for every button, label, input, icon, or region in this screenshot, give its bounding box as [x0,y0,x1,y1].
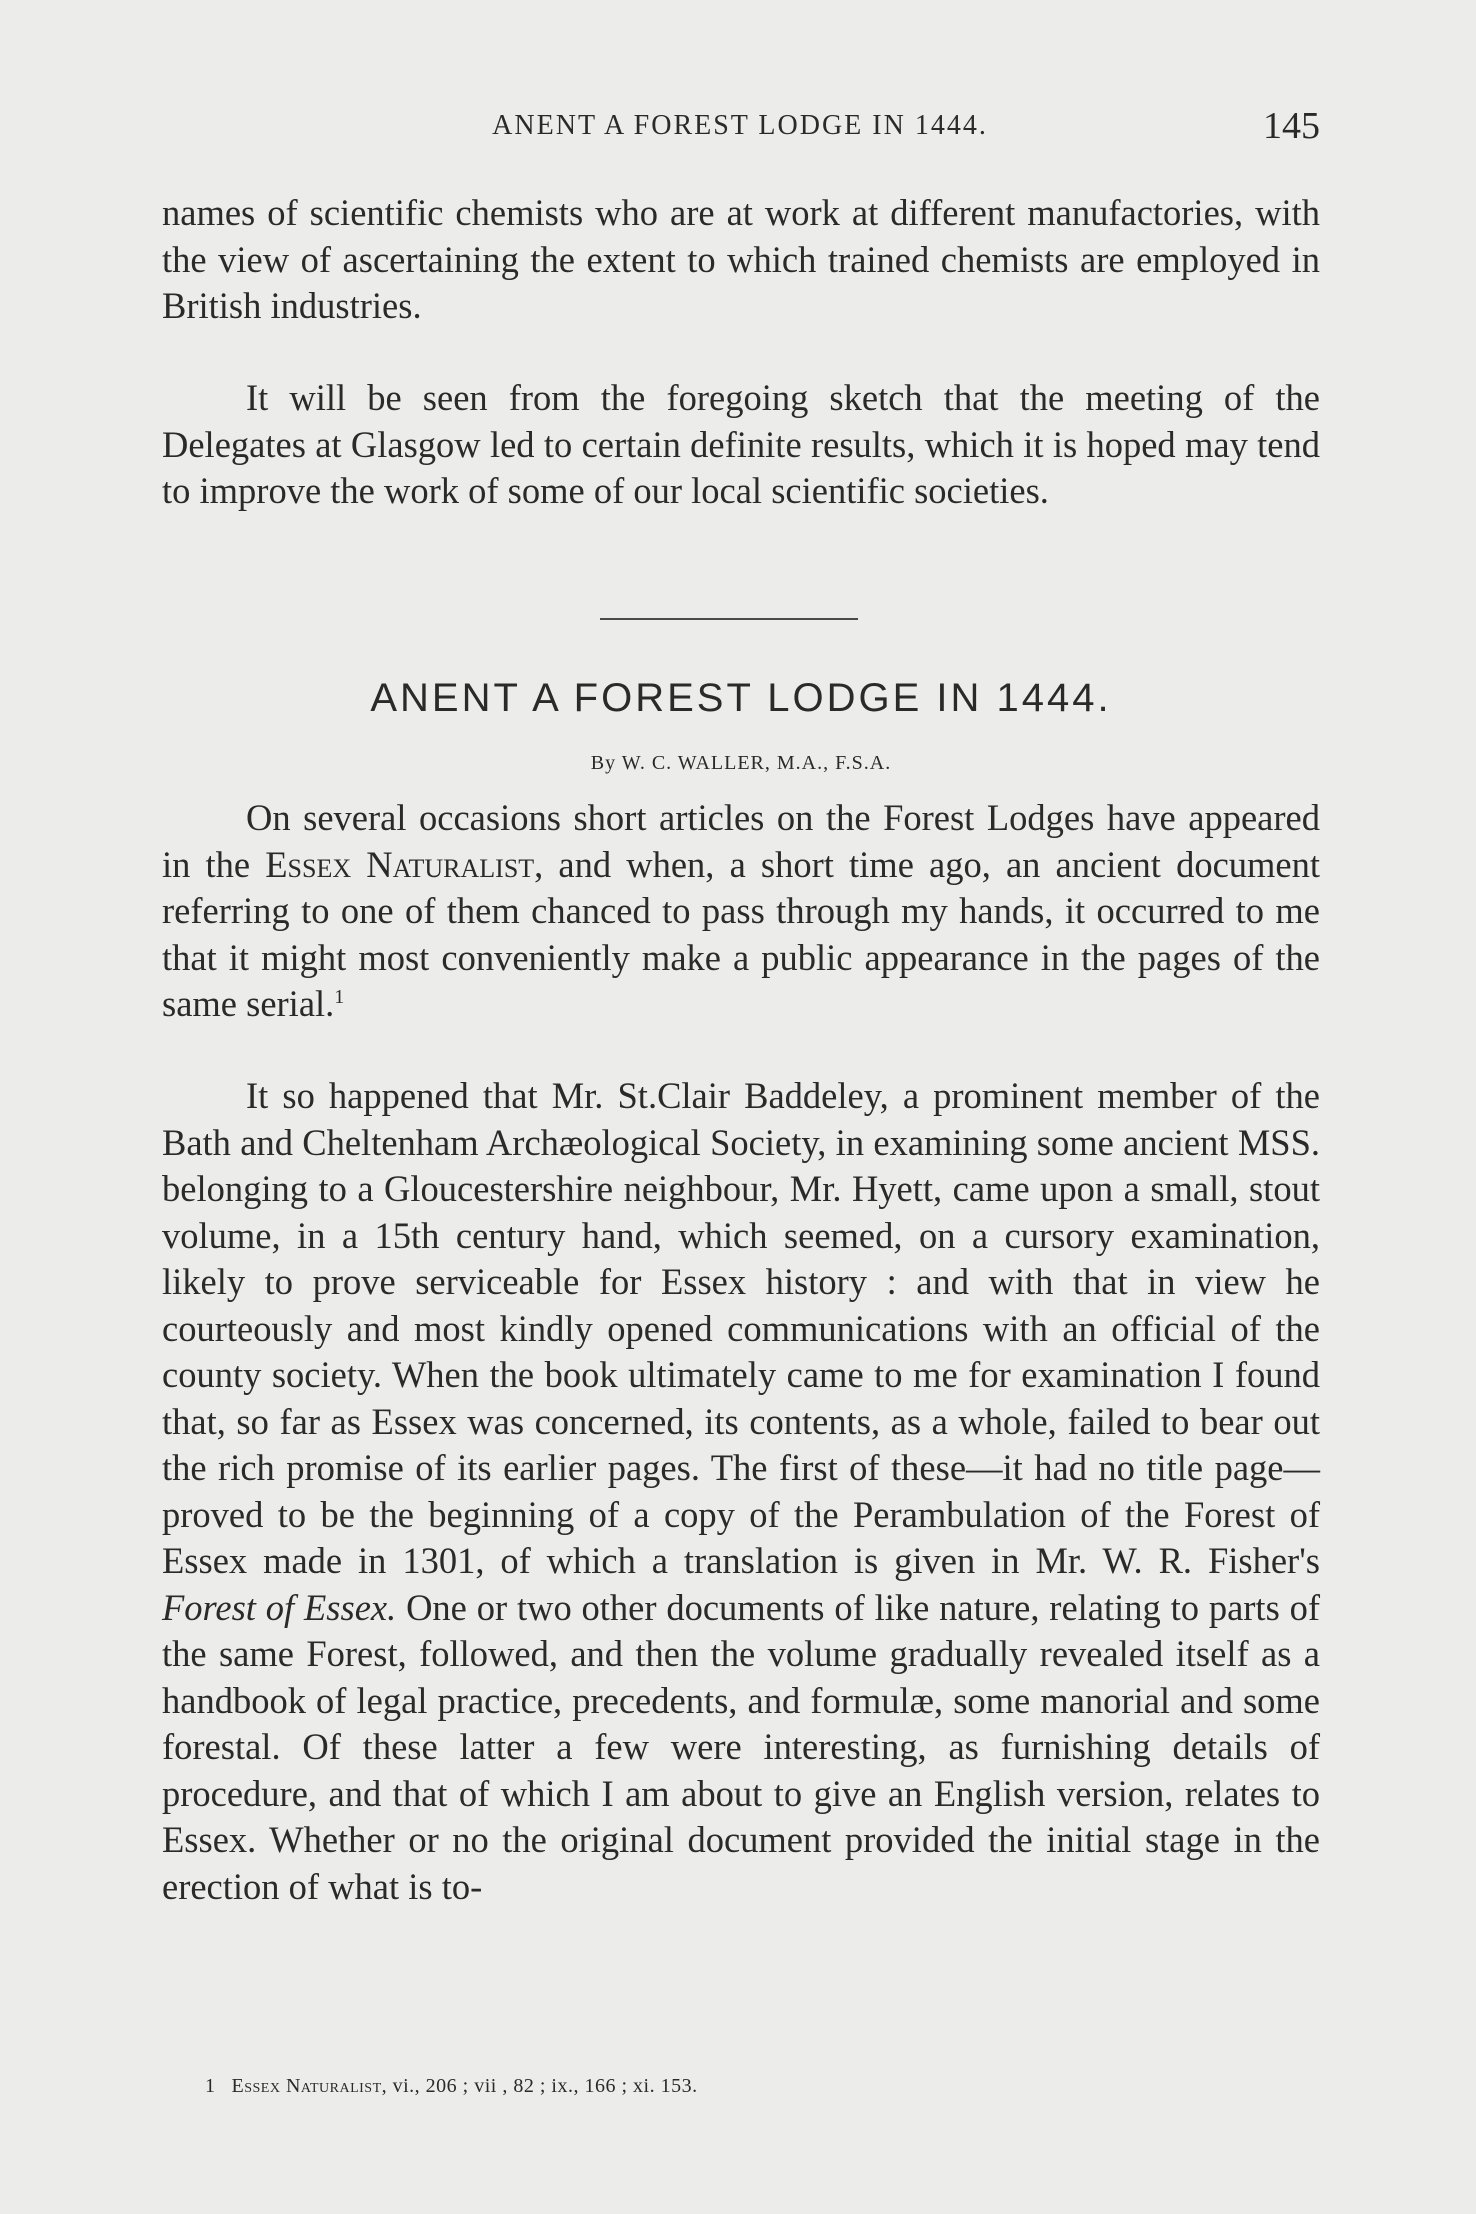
article-paragraph-2 [162,1073,1320,1910]
article-paragraph-1 [162,795,1320,1028]
page-number: 145 [1263,105,1320,147]
article-title: ANENT A FOREST LODGE IN 1444. [370,676,1112,720]
paragraph-conclusion: It will be seen from the foregoing sketch that the meeting of the Delegates at Glasgow led to certain definite results, which it is hoped may tend to improve the work of some of our local scientific societies. [162,377,1320,511]
journal-name: Essex Naturalist [265,843,535,885]
p4-text-start: It so happened that Mr. St.Clair Baddeley, a prominent member of the Bath and Cheltenham Archæological Society, in examining some ancient MSS. belonging to a Gloucestershire neighbour, Mr. Hyett, came upon a small, stout volume, in a 15th century hand, which seemed, on a cursory examination, likely to prove serviceable for Essex history : and with that in view he courteously and most kindly opened communications with an official of the county society. When the book ultimately came to me for examination I found that, so far as Essex was concerned, its contents, as a whole, failed to bear out the rich promise of its earlier pages. The first of these—it had no title page—proved to be the beginning of a copy of the Perambulation of the Forest of Essex made in 1301, of which a translation is given in Mr. W. R. Fisher's [162,1075,1320,1581]
book-title: Forest of Essex. [162,1586,397,1628]
paragraph-continued: names of scientific chemists who are at work at different manufactories, with the view of ascertaining the extent to which trained chemists are employed in British industries. [162,192,1320,326]
footnote-journal: Essex Naturalist, [231,2075,388,2097]
footnote-reference: 1 [334,985,345,1008]
running-head [160,105,1320,156]
footnote-number: 1 [205,2075,216,2097]
running-title: ANENT A FOREST LODGE IN 1444. [492,110,988,141]
p3-text-end: , and when, a short time ago, an ancient document referring to one of them chanced to pass through my hands, it occurred to me that it might most conveniently make a public appearance in the pages of the same serial. [162,843,1320,1024]
p4-text-end: One or two other documents of like nature, relating to parts of the same Forest, followed, and then the volume gradually revealed itself as a handbook of legal practice, precedents, and formulæ, some manorial and some forestal. Of these latter a few were interesting, as furnishing details of procedure, and that of which I am about to give an English version, relates to Essex. Whether or no the original document provided the initial stage in the erection of what is to- [162,1586,1321,1907]
p3-text-start: On several occasions short articles on the Forest Lodges have appeared in the [162,797,1320,885]
footnote [205,2072,1320,2100]
footnote-refs: vi., 206 ; vii , 82 ; ix., 166 ; xi. 153. [387,2075,698,2097]
article-byline: By W. C. WALLER, M.A., F.S.A. [590,752,892,774]
section-divider [600,618,858,620]
